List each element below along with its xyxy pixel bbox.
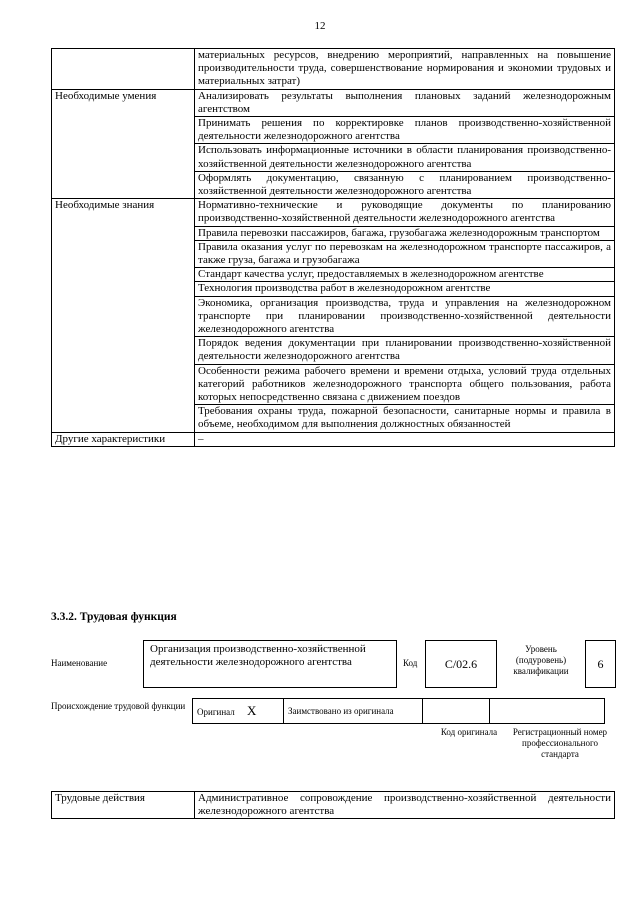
table-cell: Особенности режима рабочего времени и времени отдыха, условий труда отдельных категорий работников железнодорожного транспорта общего пользования, работа которых непосредственно связана с движением поездов [195,364,615,405]
level-label: Уровень (подуровень) квалификации [513,644,569,676]
origin-table [192,698,605,724]
name-label: Наименование [51,658,108,668]
table-row [52,89,615,116]
table-cell: Принимать решения по корректировке планов производственно-хозяйственной деятельности железнодорожного агентства [195,117,615,144]
original-cell [193,699,284,724]
code-original-label: Код оригинала [440,727,498,737]
table-row [52,792,615,819]
row-label-other: Другие характеристики [52,432,195,446]
table-cell: – [195,432,615,446]
table-cell: Анализировать результаты выполнения плановых заданий железнодорожным агентством [195,89,615,116]
row-label-knowledge: Необходимые знания [52,199,195,432]
table-cell: Правила оказания услуг по перевозкам на железнодорожном транспорте пассажиров, а также груза, багажа и грузобагажа [195,240,615,267]
table-cell: Использовать информационные источники в области планирования производственно-хозяйственной деятельности железнодорожного агентства [195,144,615,171]
characteristics-table [51,48,615,447]
labor-actions-table [51,791,615,819]
reg-number-label: Регистрационный номер профессионального стандарта [512,727,608,759]
code-original-cell [423,699,490,724]
table-cell: Технология производства работ в железнодорожном агентстве [195,282,615,296]
table-cell: материальных ресурсов, внедрению мероприятий, направленных на повышение производительности труда, совершенствование нормирования и экономии трудовых и материальных затрат) [195,49,615,90]
table-row [52,199,615,226]
table-cell: Требования охраны труда, пожарной безопасности, санитарные нормы и правила в объеме, необходимом для выполнения должностных обязанностей [195,405,615,432]
reg-number-cell [490,699,605,724]
table-cell: Порядок ведения документации при планировании производственно-хозяйственной деятельности железнодорожного агентства [195,337,615,364]
table-cell: Нормативно-технические и руководящие документы по планированию производственно-хозяйственной деятельности железнодорожного агентства [195,199,615,226]
labor-actions-text: Административное сопровождение производственно-хозяйственной деятельности железнодорожного агентства [195,792,615,819]
code-label: Код [403,658,418,668]
table-cell: Правила перевозки пассажиров, багажа, грузобагажа железнодорожным транспортом [195,226,615,240]
section-heading: 3.3.2. Трудовая функция [51,611,177,623]
original-mark: X [246,702,257,718]
table-row [52,49,615,90]
origin-label: Происхождение трудовой функции [51,701,186,711]
table-cell: Экономика, организация производства, труда и управления на железнодорожном транспорте при планировании производственно-хозяйственной деятельности железнодорожного агентства [195,296,615,337]
table-cell: Оформлять документацию, связанную с планированием производственно-хозяйственной деятельности железнодорожного агентства [195,171,615,198]
table-cell: Стандарт качества услуг, предоставляемых в железнодорожном агентстве [195,268,615,282]
original-label: Оригинал [197,706,235,717]
row-label-skills: Необходимые умения [52,89,195,199]
code-value-box: C/02.6 [425,640,497,688]
row-label [52,49,195,90]
labor-actions-label: Трудовые действия [52,792,195,819]
table-row [52,432,615,446]
borrowed-cell: Заимствовано из оригинала [284,699,423,724]
level-value-box: 6 [585,640,616,688]
function-name-box: Организация производственно-хозяйственной деятельности железнодорожного агентства [143,640,397,688]
page-number: 12 [314,20,326,32]
